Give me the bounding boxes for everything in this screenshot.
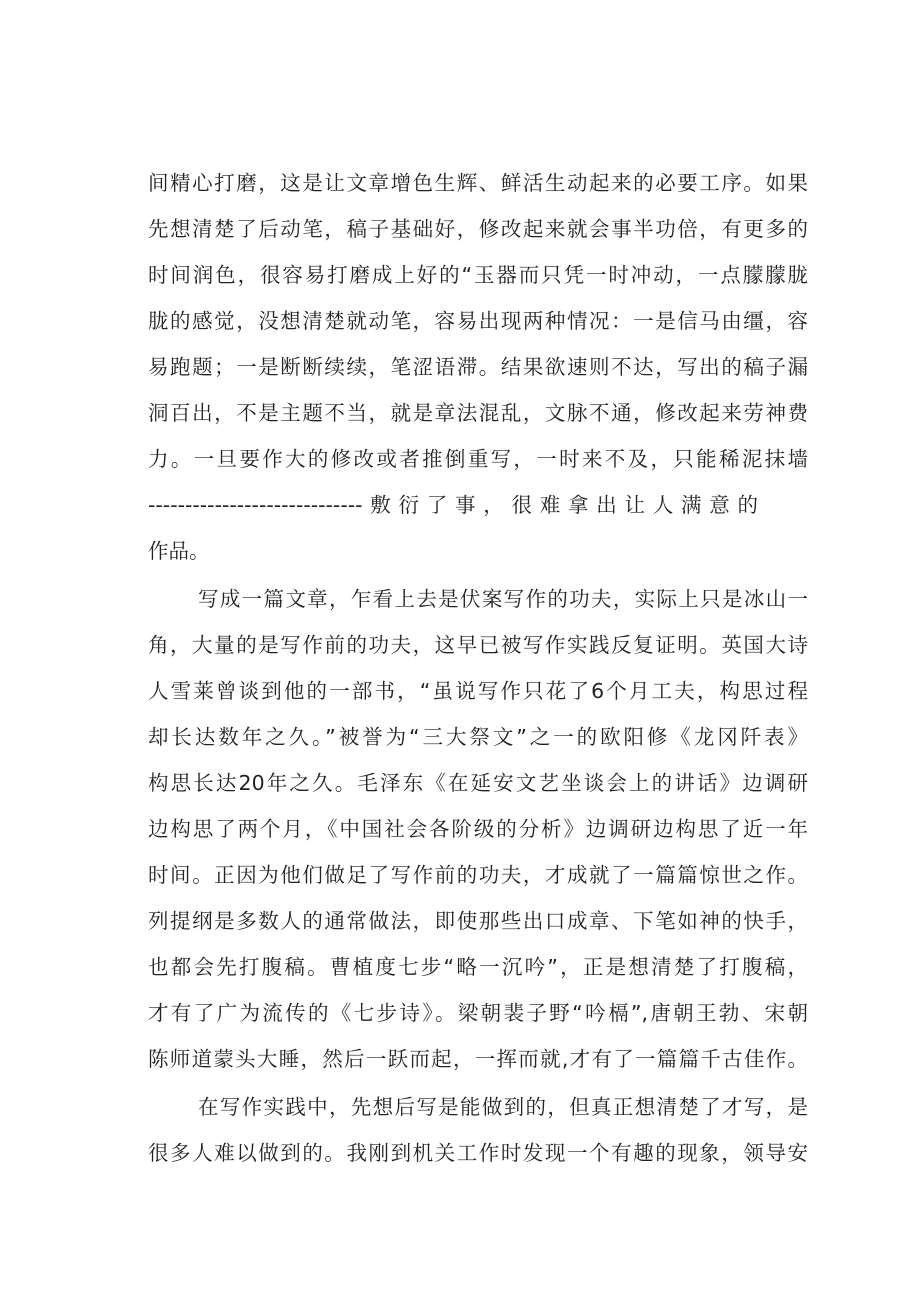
paragraph-1-line-8: -----------------------------敷衍了事，很难拿出让人满意的 — [148, 493, 758, 517]
paragraph-2-line-10: 才有了广为流传的《七步诗》。梁朝裴子野“吟槅”,唐朝王勃、宋朝 — [148, 1001, 808, 1025]
paragraph-1-line-4: 胧的感觉，没想清楚就动笔，容易出现两种情况：一是信马由缰，容 — [148, 309, 808, 333]
paragraph-1-line-2: 先想清楚了后动笔，稿子基础好，修改起来就会事半功倍，有更多的 — [148, 217, 808, 241]
paragraph-2-line-1: 写成一篇文章，乍看上去是伏案写作的功夫，实际上只是冰山一 — [198, 587, 808, 611]
paragraph-2-line-11: 陈师道蒙头大睡，然后一跃而起，一挥而就,才有了一篇篇千古佳作。 — [148, 1047, 808, 1071]
paragraph-2-line-2: 角，大量的是写作前的功夫，这早已被写作实践反复证明。英国大诗 — [148, 633, 808, 657]
paragraph-1-line-1: 间精心打磨，这是让文章增色生辉、鲜活生动起来的必要工序。如果 — [148, 171, 808, 195]
paragraph-2-line-5: 构思长达20年之久。毛泽东《在延安文艺坐谈会上的讲话》边调研 — [148, 771, 808, 795]
paragraph-1-line-6: 洞百出，不是主题不当，就是章法混乱，文脉不通，修改起来劳神费 — [148, 401, 808, 425]
paragraph-2-line-6: 边构思了两个月，《中国社会各阶级的分析》边调研边构思了近一年 — [148, 817, 808, 841]
paragraph-3-line-2: 很多人难以做到的。我刚到机关工作时发现一个有趣的现象，领导安 — [148, 1141, 808, 1165]
paragraph-2-line-9: 也都会先打腹稿。曹植度七步“略一沉吟”，正是想清楚了打腹稿， — [148, 955, 808, 979]
paragraph-1-line-3: 时间润色，很容易打磨成上好的“玉器而只凭一时冲动，一点朦朦胧 — [148, 263, 808, 287]
paragraph-2-line-3: 人雪莱曾谈到他的一部书，“虽说写作只花了6个月工夫，构思过程 — [148, 679, 808, 703]
paragraph-1-line-9: 作品。 — [148, 539, 210, 563]
paragraph-2-line-8: 列提纲是多数人的通常做法，即使那些出口成章、下笔如神的快手， — [148, 909, 808, 933]
paragraph-1-line-7: 力。一旦要作大的修改或者推倒重写，一时来不及，只能稀泥抹墙 — [148, 447, 808, 471]
paragraph-1-line-5: 易跑题；一是断断续续，笔涩语滞。结果欲速则不达，写出的稿子漏 — [148, 355, 808, 379]
paragraph-2-line-7: 时间。正因为他们做足了写作前的功夫，才成就了一篇篇惊世之作。 — [148, 863, 808, 887]
paragraph-3-line-1: 在写作实践中，先想后写是能做到的，但真正想清楚了才写，是 — [198, 1095, 808, 1119]
paragraph-2-line-4: 却长达数年之久。”被誉为“三大祭文”之一的欧阳修《龙冈阡表》 — [148, 725, 808, 749]
